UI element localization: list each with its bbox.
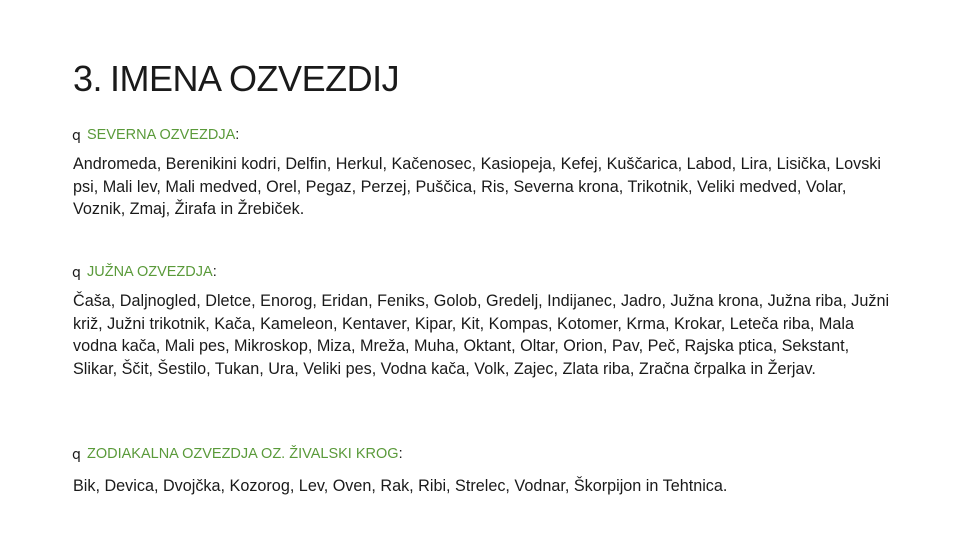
q-bullet-icon [72, 127, 86, 143]
section-heading-north [72, 125, 239, 145]
slide-title [73, 54, 399, 104]
section-heading-text: JUŽNA OZVEZDJA [87, 264, 213, 280]
section-heading-colon: : [212, 264, 217, 280]
svg-text:q: q [72, 128, 81, 143]
q-bullet-icon [72, 264, 86, 280]
section-body-zodiac: Bik, Devica, Dvojčka, Kozorog, Lev, Oven, Rak, Ribi, Strelec, Vodnar, Škorpijon in Tehtnica. [73, 477, 728, 495]
svg-text:q: q [72, 447, 81, 462]
section-heading-zodiac [72, 444, 403, 464]
section-body-north: Andromeda, Berenikini kodri, Delfin, Herkul, Kačenosec, Kasiopeja, Kefej, Kuščarica, Labod, Lira, Lisička, Lovski psi, Mali lev, Mali medved, Orel, Pegaz, Perzej, Puščica, Ris, Severna krona, Trikotnik, Veliki medved, Volar, Voznik, Zmaj, Žirafa in Žrebiček. [73, 155, 881, 219]
section-heading-colon: : [398, 446, 403, 462]
q-bullet-icon [72, 446, 86, 462]
title-number: 3. [73, 58, 103, 99]
section-heading-text: SEVERNA OZVEZDJA [87, 127, 236, 143]
svg-text:q: q [72, 265, 81, 280]
section-heading-text: ZODIAKALNA OZVEZDJA OZ. ŽIVALSKI KROG [87, 446, 399, 462]
section-body-south: Čaša, Daljnogled, Dletce, Enorog, Eridan, Feniks, Golob, Gredelj, Indijanec, Jadro, Južna krona, Južna riba, Južni križ, Južni trikotnik, Kača, Kameleon, Kentaver, Kipar, Kit, Kompas, Kotomer, Krma, Krokar, Leteča riba, Mala vodna kača, Mali pes, Mikroskop, Miza, Mreža, Muha, Oktant, Oltar, Orion, Pav, Peč, Rajska ptica, Sekstant, Slikar, Ščit, Šestilo, Tukan, Ura, Veliki pes, Vodna kača, Volk, Zajec, Zlata riba, Zračna črpalka in Žerjav. [73, 292, 890, 378]
title-text: IMENA OZVEZDIJ [110, 58, 400, 99]
section-heading-colon: : [235, 127, 240, 143]
section-heading-south [72, 262, 217, 282]
